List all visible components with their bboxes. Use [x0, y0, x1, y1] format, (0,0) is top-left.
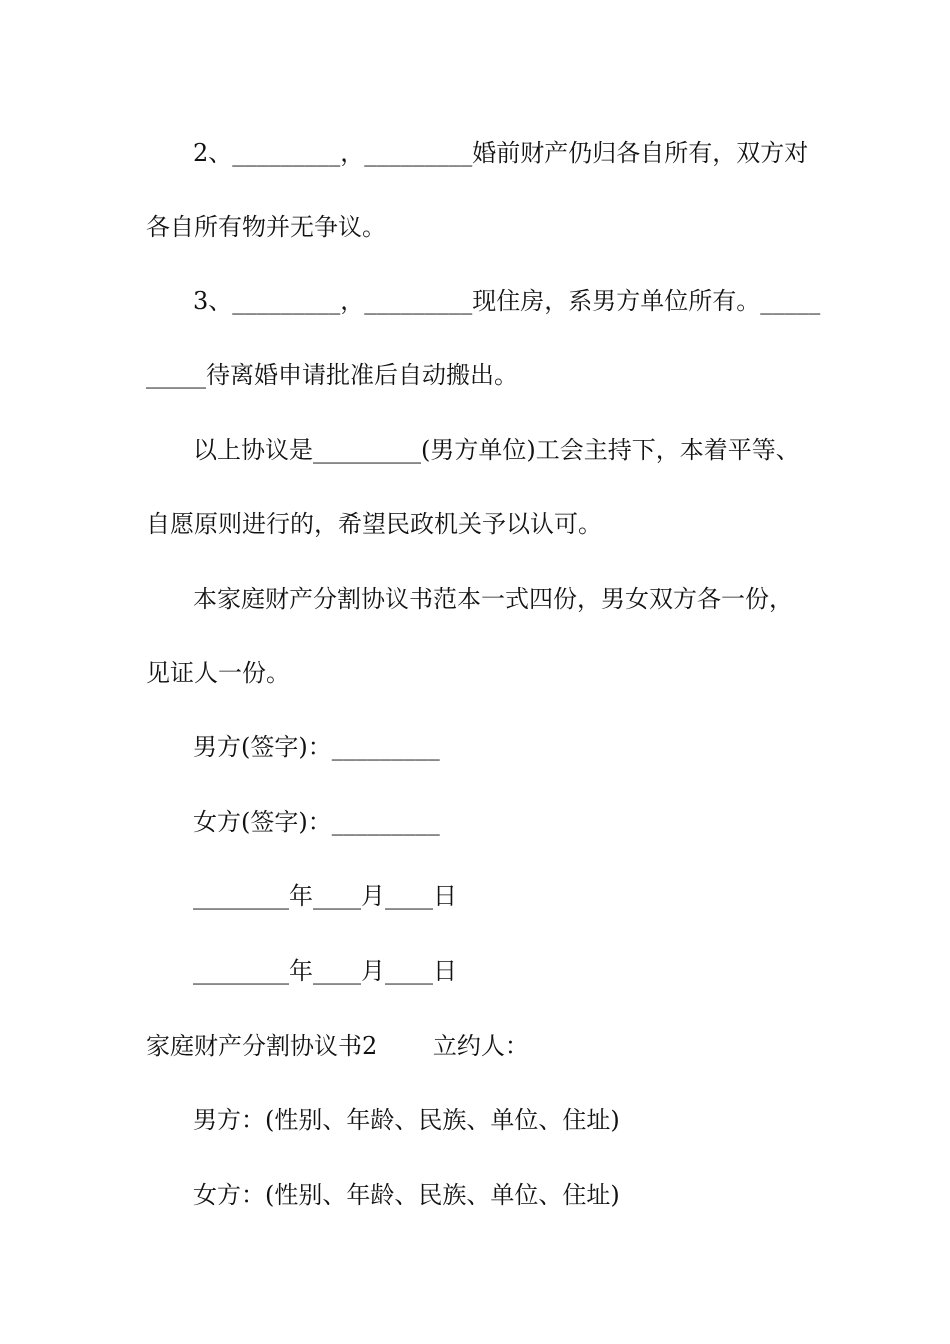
copies-note-line-2: 见证人一份。 — [146, 659, 290, 687]
female-party-info: 女方：(性别、年龄、民族、单位、住址) — [193, 1181, 620, 1209]
date-line-1: ________年____月____日 — [193, 882, 457, 910]
clause-3-line-1: 3、_________，_________现住房，系男方单位所有。_____ — [193, 287, 821, 315]
date-line-2: ________年____月____日 — [193, 957, 457, 985]
copies-note-line-1: 本家庭财产分割协议书范本一式四份，男女双方各一份， — [193, 585, 793, 613]
male-party-info: 男方：(性别、年龄、民族、单位、住址) — [193, 1106, 620, 1134]
section-heading-agreement-2: 家庭财产分割协议书2 立约人： — [146, 1032, 529, 1060]
clause-2-line-1: 2、_________，_________婚前财产仍归各自所有，双方对 — [193, 139, 809, 167]
female-signature-line: 女方(签字)：_________ — [193, 808, 440, 836]
agreement-note-line-1: 以上协议是_________(男方单位)工会主持下，本着平等、 — [193, 436, 800, 464]
agreement-note-line-2: 自愿原则进行的，希望民政机关予以认可。 — [146, 510, 602, 538]
male-signature-line: 男方(签字)：_________ — [193, 733, 440, 761]
clause-2-line-2: 各自所有物并无争议。 — [146, 213, 386, 241]
clause-3-line-2: _____待离婚申请批准后自动搬出。 — [146, 361, 518, 389]
